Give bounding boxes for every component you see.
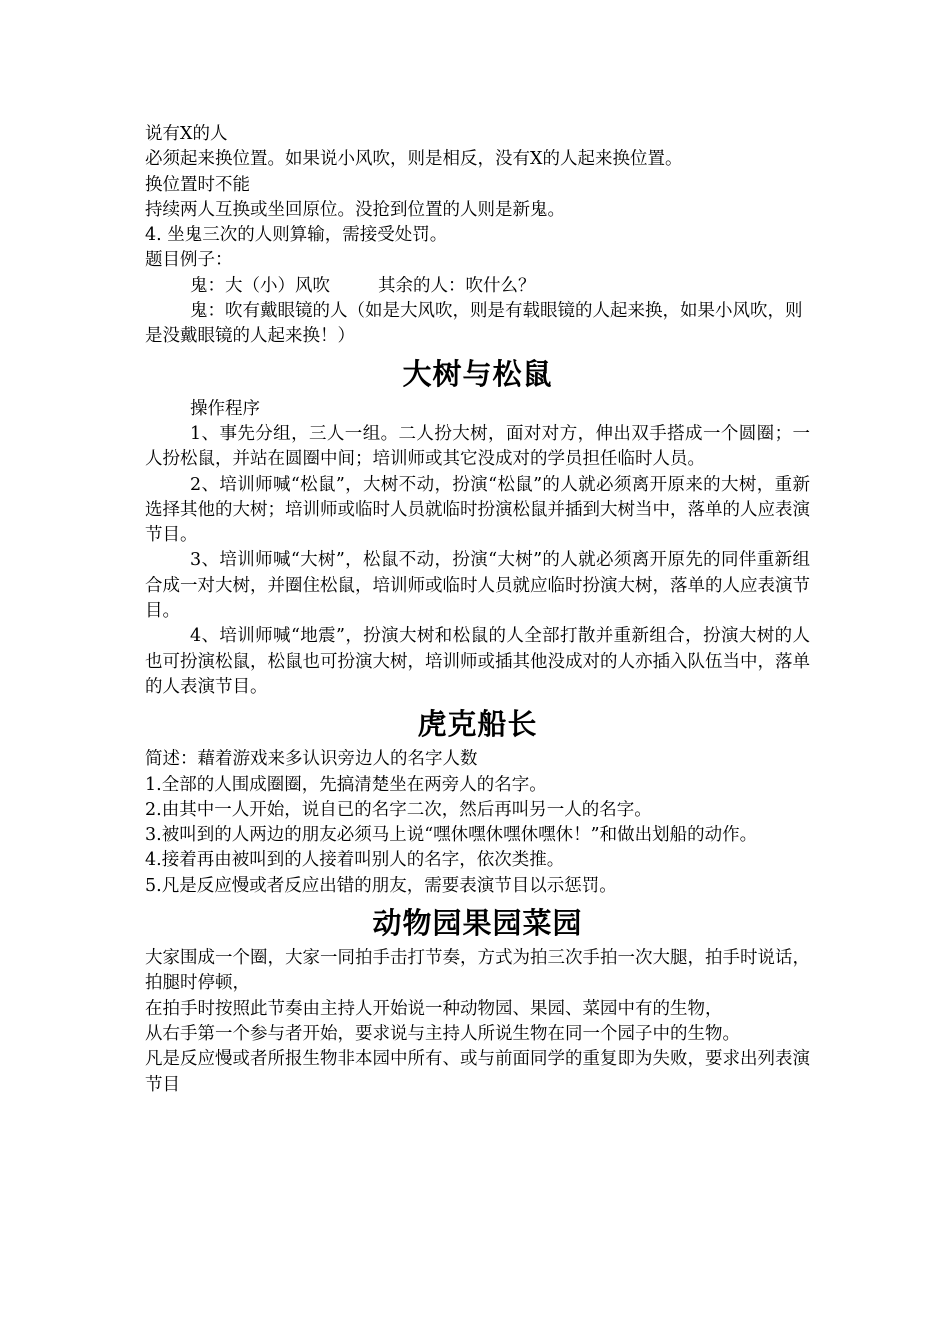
paragraph: 凡是反应慢或者所报生物非本园中所有、或与前面同学的重复即为失败，要求出列表演节目: [145, 1049, 810, 1095]
paragraph: 1、事先分组，三人一组。二人扮大树，面对对方，伸出双手搭成一个圆圈；一人扮松鼠，并站在圆圈中间；培训师或其它没成对的学员担任临时人员。: [145, 423, 810, 470]
paragraph: 2、培训师喊“松鼠”，大树不动，扮演“松鼠”的人就必须离开原来的大树，重新选择其他的大树；培训师或临时人员就临时扮演松鼠并插到大树当中，落单的人应表演节目。: [145, 474, 810, 546]
section-title-captain-hook: 虎克船长: [417, 707, 538, 742]
section-captain-hook: [145, 747, 810, 899]
paragraph: 在拍手时按照此节奏由主持人开始说一种动物园、果园、菜园中有的生物，: [145, 998, 723, 1019]
paragraph: 3、培训师喊“大树”，松鼠不动，扮演“大树”的人就必须离开原先的同伴重新组合成一对大树，并圈住松鼠，培训师或临时人员就应临时扮演大树，落单的人应表演节目。: [145, 550, 810, 622]
text-line: 持续两人互换或坐回原位。没抢到位置的人则是新鬼。: [145, 199, 565, 220]
text-line: 3.被叫到的人两边的朋友必须马上说“嘿休嘿休嘿休嘿休！”和做出划船的动作。: [145, 825, 758, 846]
text-line: 说有X的人: [145, 124, 228, 144]
example-dialogue: [145, 274, 810, 299]
text-line: 简述：藉着游戏来多认识旁边人的名字人数: [145, 749, 478, 770]
example-line: 是没戴眼镜的人起来换！）: [145, 326, 355, 347]
section-title-zoo-orchard-garden: 动物园果园菜园: [372, 906, 583, 941]
text-line: 2.由其中一人开始，说自已的名字二次，然后再叫另一人的名字。: [145, 799, 652, 820]
document-page: [145, 122, 810, 1098]
paragraph: 从右手第一个参与者开始，要求说与主持人所说生物在同一个园子中的生物。: [145, 1023, 740, 1044]
section-zoo-orchard-garden: [145, 946, 810, 1098]
section-subtitle: 操作程序: [190, 398, 260, 419]
text-line: 5.凡是反应慢或者反应出错的朋友，需要表演节目以示惩罚。: [145, 875, 617, 896]
text-line: 4. 坐鬼三次的人则算输，需接受处罚。: [145, 225, 448, 246]
text-line: 换位置时不能: [145, 174, 250, 195]
section-wind-game: [145, 122, 810, 350]
section-tree-squirrel: [145, 397, 810, 701]
section-title-tree-squirrel: 大树与松鼠: [402, 356, 553, 391]
text-line: 题目例子：: [145, 250, 233, 271]
text-line: 必须起来换位置。如果说小风吹，则是相反，没有X的人起来换位置。: [145, 149, 683, 170]
text-line: 4.接着再由被叫到的人接着叫别人的名字，依次类推。: [145, 850, 565, 871]
paragraph: 4、培训师喊“地震”，扮演大树和松鼠的人全部打散并重新组合，扮演大树的人也可扮演松鼠，松鼠也可扮演大树，培训师或插其他没成对的人亦插入队伍当中，落单的人表演节目。: [145, 626, 810, 697]
example-others: 其余的人：吹什么？: [378, 275, 536, 296]
example-line: 鬼：吹有戴眼镜的人（如是大风吹，则是有载眼镜的人起来换，如果小风吹，则: [190, 301, 803, 322]
paragraph: 大家围成一个圈，大家一同拍手击打节奏，方式为拍三次手拍一次大腿，拍手时说话，拍腿时停顿，: [145, 948, 810, 994]
example-ghost: 鬼：大（小）风吹: [190, 275, 330, 296]
text-line: 1.全部的人围成圈圈，先搞清楚坐在两旁人的名字。: [145, 774, 547, 795]
